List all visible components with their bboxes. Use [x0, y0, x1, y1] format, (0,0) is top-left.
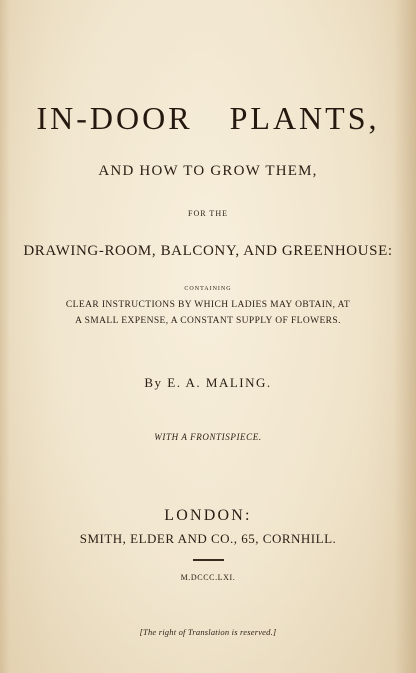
divider-rule	[193, 559, 224, 561]
containing-label: CONTAINING	[184, 286, 232, 292]
instructions-line-1: CLEAR INSTRUCTIONS BY WHICH LADIES MAY OBTAIN, AT	[65, 300, 351, 310]
frontispiece-note: WITH A FRONTISPIECE.	[154, 432, 262, 442]
locations-line: DRAWING-ROOM, BALCONY, AND GREENHOUSE:	[23, 243, 393, 259]
rights-notice: [The right of Translation is reserved.]	[139, 627, 277, 637]
publication-year: M.DCCC.LXI.	[180, 573, 236, 582]
author-line: By E. A. MALING.	[144, 375, 272, 390]
book-title: IN-DOOR PLANTS,	[36, 100, 380, 136]
instructions-line-2: A SMALL EXPENSE, A CONSTANT SUPPLY OF FLOWERS.	[75, 316, 341, 326]
publisher-line: SMITH, ELDER AND CO., 65, CORNHILL.	[79, 531, 337, 546]
publication-city: LONDON:	[164, 507, 252, 524]
book-subtitle: AND HOW TO GROW THEM,	[98, 163, 318, 179]
for-the-label: FOR THE	[188, 209, 228, 218]
